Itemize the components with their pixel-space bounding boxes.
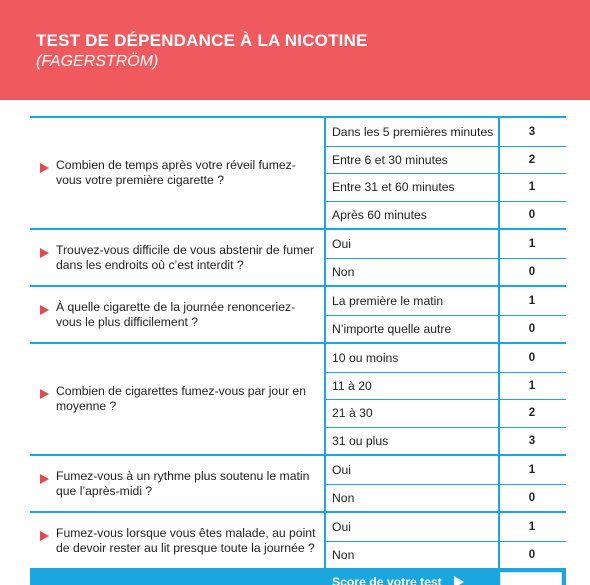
question-block-5	[30, 454, 566, 511]
answer-points: 2	[498, 147, 564, 174]
question-text: À quelle cigarette de la journée renonceriez-vous le plus difficilement ?	[56, 299, 296, 329]
answer-list	[324, 344, 566, 454]
question-block-3	[30, 285, 566, 342]
answer-points: 1	[498, 373, 564, 400]
answer-label: 10 ou moins	[332, 350, 399, 365]
answer-option[interactable]	[326, 230, 566, 258]
question-1	[30, 118, 324, 228]
answer-label: 21 à 30	[332, 406, 373, 421]
arrow-right-icon	[40, 163, 49, 173]
answer-option[interactable]	[326, 315, 566, 343]
answer-label: Oui	[332, 462, 351, 477]
page-subtitle: (FAGERSTRÖM)	[36, 53, 159, 70]
play-icon	[454, 576, 464, 585]
answer-points: 3	[498, 428, 564, 455]
answer-option[interactable]	[326, 201, 566, 229]
answer-label: Non	[332, 547, 355, 562]
answer-points: 1	[498, 287, 564, 315]
question-text: Combien de cigarettes fumez-vous par jour en moyenne ?	[56, 384, 306, 413]
answer-points: 1	[498, 513, 564, 541]
answer-label: Non	[332, 490, 355, 505]
answer-option[interactable]	[326, 146, 566, 174]
question-6	[30, 513, 324, 568]
arrow-right-icon	[40, 305, 49, 315]
answer-label: 31 ou plus	[332, 433, 389, 448]
answer-label: Dans les 5 premières minutes	[332, 124, 494, 139]
answer-option[interactable]	[326, 118, 566, 146]
answer-option[interactable]	[326, 513, 566, 541]
score-input-box[interactable]	[500, 572, 562, 585]
score-spacer	[30, 570, 326, 585]
answer-list	[324, 118, 566, 228]
answer-option[interactable]	[326, 484, 566, 512]
answer-points: 3	[498, 118, 564, 146]
answer-list	[324, 456, 566, 511]
question-text: Fumez-vous lorsque vous êtes malade, au point de devoir rester au lit presque toute la journée ?	[56, 525, 316, 555]
question-block-1	[30, 116, 566, 228]
arrow-right-icon	[40, 248, 49, 258]
answer-points: 1	[498, 174, 564, 201]
arrow-right-icon	[40, 389, 49, 399]
question-5	[30, 456, 324, 511]
question-3	[30, 287, 324, 342]
answer-option[interactable]	[326, 427, 566, 455]
answer-points: 1	[498, 456, 564, 484]
answer-label: Après 60 minutes	[332, 207, 427, 222]
answer-label: Entre 6 et 30 minutes	[332, 152, 448, 167]
answer-points: 0	[498, 202, 564, 229]
answer-points: 0	[498, 344, 564, 372]
fagerstrom-test-table	[30, 116, 566, 585]
question-text: Combien de temps après votre réveil fumez-vous votre première cigarette ?	[56, 158, 296, 187]
answer-list	[324, 230, 566, 285]
answer-option[interactable]	[326, 258, 566, 286]
score-row	[30, 568, 566, 585]
answer-label: Entre 31 et 60 minutes	[332, 180, 455, 195]
question-4	[30, 344, 324, 454]
answer-option[interactable]	[326, 372, 566, 400]
answer-option[interactable]	[326, 287, 566, 315]
question-block-4	[30, 342, 566, 454]
answer-option[interactable]	[326, 399, 566, 427]
question-2	[30, 230, 324, 285]
answer-option[interactable]	[326, 456, 566, 484]
score-label-text: Score de votre test	[332, 575, 442, 585]
question-text: Trouvez-vous difficile de vous abstenir de fumer dans les endroits où c’est interdit ?	[56, 242, 315, 272]
arrow-right-icon	[40, 531, 49, 541]
answer-label: Non	[332, 264, 355, 279]
answer-label: Oui	[332, 519, 351, 534]
answer-option[interactable]	[326, 541, 566, 569]
score-label	[326, 570, 498, 585]
question-text: Fumez-vous à un rythme plus soutenu le matin que l’après-midi ?	[56, 468, 310, 498]
page-title: TEST DE DÉPENDANCE À LA NICOTINE	[36, 31, 368, 50]
answer-label: 11 à 20	[332, 378, 372, 393]
answer-option[interactable]	[326, 173, 566, 201]
arrow-right-icon	[40, 474, 49, 484]
answer-points: 0	[498, 485, 564, 512]
answer-list	[324, 287, 566, 342]
answer-label: La première le matin	[332, 293, 444, 308]
answer-label: N’importe quelle autre	[332, 321, 452, 336]
answer-points: 1	[498, 230, 564, 258]
answer-label: Oui	[332, 236, 351, 251]
answer-points: 0	[498, 316, 564, 343]
question-block-6	[30, 511, 566, 568]
answer-points: 0	[498, 259, 564, 286]
question-block-2	[30, 228, 566, 285]
answer-points: 2	[498, 400, 564, 427]
answer-points: 0	[498, 542, 564, 569]
page-header	[0, 0, 590, 100]
answer-list	[324, 513, 566, 568]
answer-option[interactable]	[326, 344, 566, 372]
